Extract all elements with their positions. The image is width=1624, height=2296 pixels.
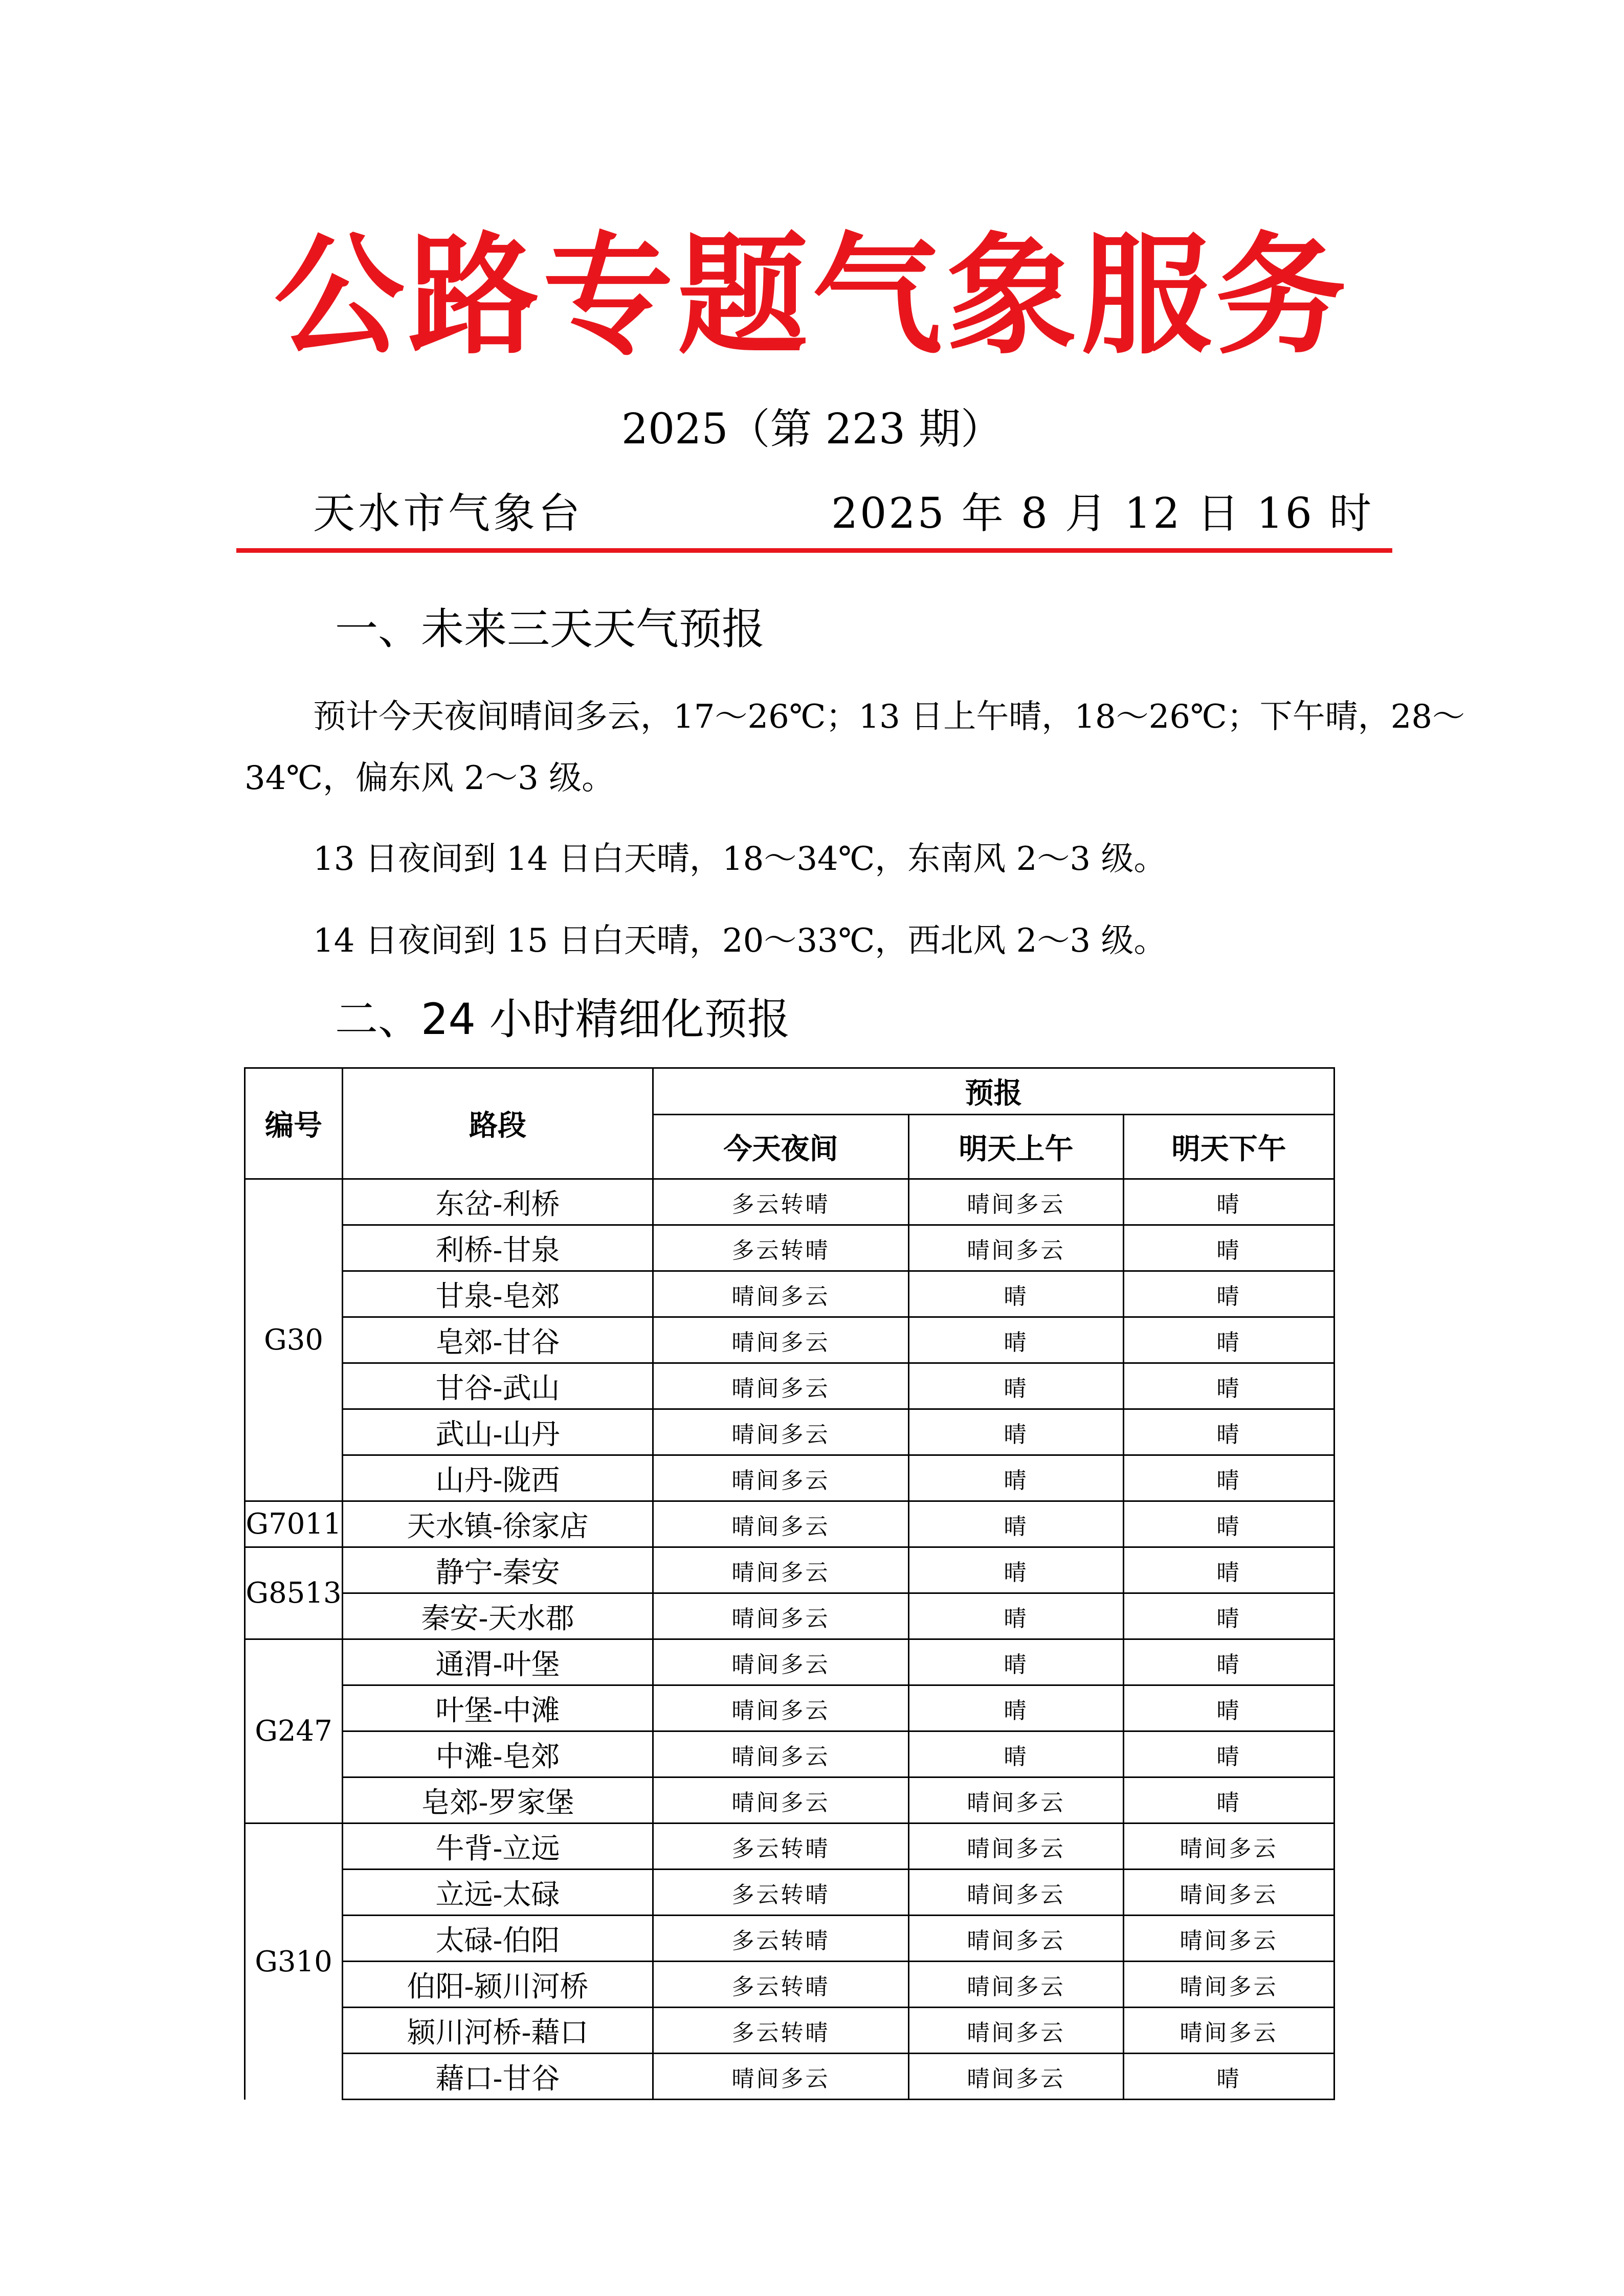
tonight-cell: 晴间多云 bbox=[653, 1317, 909, 1363]
tonight-cell: 晴间多云 bbox=[653, 1271, 909, 1317]
segment-cell: 甘泉-皂郊 bbox=[343, 1271, 653, 1317]
tomorrow-pm-cell: 晴间多云 bbox=[1124, 1962, 1334, 2008]
issue-number: 2025（第 223 期） bbox=[621, 405, 1003, 454]
segment-cell: 牛背-立远 bbox=[343, 1824, 653, 1870]
tomorrow-pm-cell: 晴 bbox=[1124, 1225, 1334, 1271]
header-divider bbox=[236, 548, 1392, 553]
tonight-cell: 晴间多云 bbox=[653, 1777, 909, 1824]
tomorrow-am-cell: 晴间多云 bbox=[909, 1225, 1124, 1271]
tomorrow-pm-cell: 晴 bbox=[1124, 1409, 1334, 1455]
tonight-cell: 多云转晴 bbox=[653, 1179, 909, 1225]
tomorrow-am-cell: 晴 bbox=[909, 1547, 1124, 1593]
table-row bbox=[245, 1824, 1334, 1870]
header-tomorrow-pm: 明天下午 bbox=[1124, 1115, 1334, 1179]
forecast-paragraph-1-line-1: 预计今天夜间晴间多云，17～26℃；13 日上午晴，18～26℃；下午晴，28～ bbox=[313, 698, 1465, 736]
segment-cell: 颍川河桥-藉口 bbox=[343, 2008, 653, 2054]
tomorrow-pm-cell: 晴 bbox=[1124, 1179, 1334, 1225]
tomorrow-am-cell: 晴 bbox=[909, 1363, 1124, 1409]
tomorrow-pm-cell: 晴间多云 bbox=[1124, 1824, 1334, 1870]
tomorrow-am-cell: 晴 bbox=[909, 1409, 1124, 1455]
tomorrow-am-cell: 晴间多云 bbox=[909, 1870, 1124, 1916]
tomorrow-am-cell: 晴 bbox=[909, 1685, 1124, 1731]
segment-cell: 东岔-利桥 bbox=[343, 1179, 653, 1225]
tonight-cell: 多云转晴 bbox=[653, 1824, 909, 1870]
segment-cell: 秦安-天水郡 bbox=[343, 1593, 653, 1639]
table-row bbox=[245, 2008, 1334, 2054]
table-row bbox=[245, 1593, 1334, 1639]
tomorrow-pm-cell: 晴 bbox=[1124, 1593, 1334, 1639]
section-heading-hourly: 二、24 小时精细化预报 bbox=[335, 994, 790, 1044]
segment-cell: 静宁-秦安 bbox=[343, 1547, 653, 1593]
section-heading-forecast: 一、未来三天天气预报 bbox=[335, 604, 765, 654]
tonight-cell: 多云转晴 bbox=[653, 2008, 909, 2054]
table-row bbox=[245, 1225, 1334, 1271]
tomorrow-am-cell: 晴 bbox=[909, 1501, 1124, 1547]
segment-cell: 太碌-伯阳 bbox=[343, 1916, 653, 1962]
route-code-cell: G310 bbox=[245, 1824, 343, 2100]
table-row bbox=[245, 1962, 1334, 2008]
issuing-organization: 天水市气象台 bbox=[313, 489, 584, 538]
tomorrow-am-cell: 晴 bbox=[909, 1731, 1124, 1777]
table-row bbox=[245, 2054, 1334, 2100]
tonight-cell: 晴间多云 bbox=[653, 1363, 909, 1409]
tomorrow-am-cell: 晴间多云 bbox=[909, 1962, 1124, 2008]
table-row bbox=[245, 1317, 1334, 1363]
segment-cell: 天水镇-徐家店 bbox=[343, 1501, 653, 1547]
segment-cell: 中滩-皂郊 bbox=[343, 1731, 653, 1777]
table-row bbox=[245, 1409, 1334, 1455]
route-code-cell: G7011 bbox=[245, 1501, 343, 1547]
tomorrow-am-cell: 晴间多云 bbox=[909, 2008, 1124, 2054]
tomorrow-am-cell: 晴 bbox=[909, 1455, 1124, 1501]
tomorrow-pm-cell: 晴 bbox=[1124, 2054, 1334, 2100]
tomorrow-pm-cell: 晴 bbox=[1124, 1777, 1334, 1824]
tomorrow-am-cell: 晴间多云 bbox=[909, 2054, 1124, 2100]
segment-cell: 皂郊-罗家堡 bbox=[343, 1777, 653, 1824]
tomorrow-pm-cell: 晴间多云 bbox=[1124, 1916, 1334, 1962]
tonight-cell: 多云转晴 bbox=[653, 1962, 909, 2008]
forecast-table bbox=[244, 1067, 1335, 2100]
table-row bbox=[245, 1731, 1334, 1777]
route-code-cell: G30 bbox=[245, 1179, 343, 1501]
header-code: 编号 bbox=[245, 1068, 343, 1179]
segment-cell: 皂郊-甘谷 bbox=[343, 1317, 653, 1363]
segment-cell: 甘谷-武山 bbox=[343, 1363, 653, 1409]
table-row bbox=[245, 1777, 1334, 1824]
tonight-cell: 晴间多云 bbox=[653, 1455, 909, 1501]
table-row bbox=[245, 1547, 1334, 1593]
tomorrow-am-cell: 晴 bbox=[909, 1593, 1124, 1639]
segment-cell: 武山-山丹 bbox=[343, 1409, 653, 1455]
segment-cell: 立远-太碌 bbox=[343, 1870, 653, 1916]
header-forecast: 预报 bbox=[653, 1068, 1334, 1115]
header-tonight: 今天夜间 bbox=[653, 1115, 909, 1179]
forecast-paragraph-1-line-2: 34℃，偏东风 2～3 级。 bbox=[244, 759, 615, 797]
header-segment: 路段 bbox=[343, 1068, 653, 1179]
tonight-cell: 晴间多云 bbox=[653, 2054, 909, 2100]
tomorrow-am-cell: 晴间多云 bbox=[909, 1179, 1124, 1225]
forecast-table-body bbox=[245, 1179, 1334, 2100]
tonight-cell: 多云转晴 bbox=[653, 1225, 909, 1271]
table-row bbox=[245, 1639, 1334, 1685]
tomorrow-pm-cell: 晴 bbox=[1124, 1363, 1334, 1409]
forecast-paragraph-2: 13 日夜间到 14 日白天晴，18～34℃，东南风 2～3 级。 bbox=[313, 840, 1167, 878]
tonight-cell: 多云转晴 bbox=[653, 1870, 909, 1916]
forecast-paragraph-3: 14 日夜间到 15 日白天晴，20～33℃，西北风 2～3 级。 bbox=[313, 922, 1167, 960]
table-row bbox=[245, 1501, 1334, 1547]
tonight-cell: 晴间多云 bbox=[653, 1685, 909, 1731]
tomorrow-pm-cell: 晴 bbox=[1124, 1455, 1334, 1501]
tomorrow-am-cell: 晴间多云 bbox=[909, 1916, 1124, 1962]
tomorrow-am-cell: 晴间多云 bbox=[909, 1777, 1124, 1824]
table-row bbox=[245, 1916, 1334, 1962]
tomorrow-pm-cell: 晴 bbox=[1124, 1731, 1334, 1777]
table-row bbox=[245, 1363, 1334, 1409]
tonight-cell: 晴间多云 bbox=[653, 1501, 909, 1547]
tomorrow-pm-cell: 晴间多云 bbox=[1124, 2008, 1334, 2054]
segment-cell: 伯阳-颍川河桥 bbox=[343, 1962, 653, 2008]
tomorrow-pm-cell: 晴间多云 bbox=[1124, 1870, 1334, 1916]
tomorrow-pm-cell: 晴 bbox=[1124, 1685, 1334, 1731]
tonight-cell: 晴间多云 bbox=[653, 1639, 909, 1685]
table-row bbox=[245, 1455, 1334, 1501]
tonight-cell: 晴间多云 bbox=[653, 1731, 909, 1777]
segment-cell: 山丹-陇西 bbox=[343, 1455, 653, 1501]
page-title: 公路专题气象服务 bbox=[274, 220, 1350, 372]
tomorrow-am-cell: 晴 bbox=[909, 1639, 1124, 1685]
header-tomorrow-am: 明天上午 bbox=[909, 1115, 1124, 1179]
tomorrow-pm-cell: 晴 bbox=[1124, 1547, 1334, 1593]
table-row bbox=[245, 1685, 1334, 1731]
segment-cell: 利桥-甘泉 bbox=[343, 1225, 653, 1271]
table-row bbox=[245, 1870, 1334, 1916]
tomorrow-pm-cell: 晴 bbox=[1124, 1271, 1334, 1317]
tomorrow-am-cell: 晴间多云 bbox=[909, 1824, 1124, 1870]
segment-cell: 藉口-甘谷 bbox=[343, 2054, 653, 2100]
tonight-cell: 晴间多云 bbox=[653, 1409, 909, 1455]
tomorrow-pm-cell: 晴 bbox=[1124, 1501, 1334, 1547]
table-row bbox=[245, 1179, 1334, 1225]
issue-datetime: 2025 年 8 月 12 日 16 时 bbox=[831, 489, 1373, 538]
tomorrow-am-cell: 晴 bbox=[909, 1317, 1124, 1363]
segment-cell: 叶堡-中滩 bbox=[343, 1685, 653, 1731]
segment-cell: 通渭-叶堡 bbox=[343, 1639, 653, 1685]
table-row bbox=[245, 1271, 1334, 1317]
route-code-cell: G8513 bbox=[245, 1547, 343, 1639]
tonight-cell: 多云转晴 bbox=[653, 1916, 909, 1962]
tonight-cell: 晴间多云 bbox=[653, 1547, 909, 1593]
route-code-cell: G247 bbox=[245, 1639, 343, 1824]
tomorrow-pm-cell: 晴 bbox=[1124, 1317, 1334, 1363]
tomorrow-pm-cell: 晴 bbox=[1124, 1639, 1334, 1685]
tomorrow-am-cell: 晴 bbox=[909, 1271, 1124, 1317]
tonight-cell: 晴间多云 bbox=[653, 1593, 909, 1639]
